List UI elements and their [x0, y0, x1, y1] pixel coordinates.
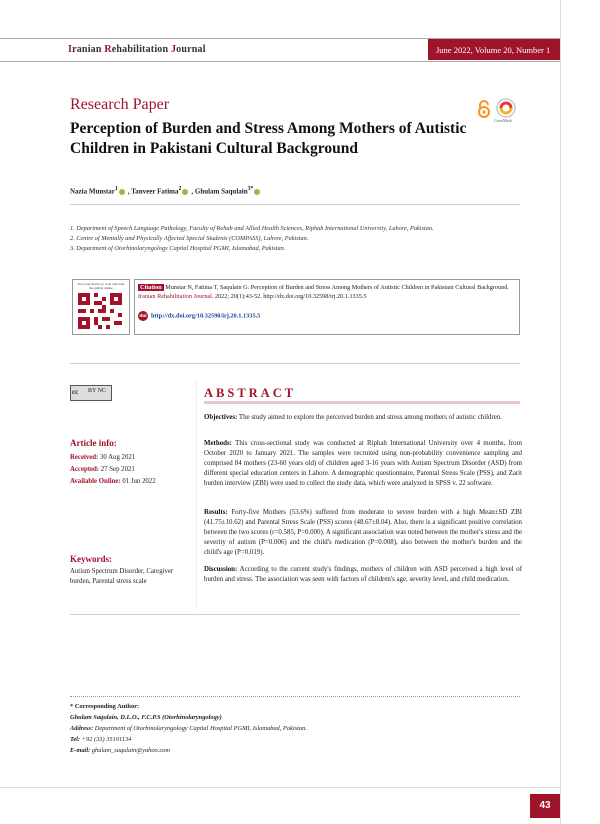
journal-name-cap-1: I [68, 44, 73, 55]
tel-label: Tel: [70, 736, 81, 743]
keywords-title: Keywords: [70, 554, 112, 564]
received-date [70, 454, 135, 461]
citation-volume: 2022; 20(1):43-52. http://dx.doi.org/10.32598/irj.20.1.1335.5 [214, 293, 367, 300]
abstract-objectives [204, 413, 522, 423]
author-list: Nazia Munstar$^1$ , Tanveer Fatima$^2$ , Ghulam Saqulain$^{3*}$ [70, 186, 263, 195]
issue-text: June 2022, Volume 20, Number 1 [436, 45, 551, 55]
journal-name-rest-2: ehabilitation [111, 44, 171, 55]
corresponding-address [70, 724, 520, 734]
open-access-icon [477, 100, 491, 118]
divider [70, 696, 520, 698]
crossmark-label: CrossMark [494, 118, 512, 123]
paper-title: Perception of Burden and Stress Among Mothers of Autistic Children in Pakistani Cultural Background [70, 120, 467, 157]
received-label: Received: [70, 454, 99, 461]
cc-by-nc-label: BY NC [88, 388, 106, 394]
abstract-discussion [204, 565, 522, 585]
online-label: Available Online: [70, 478, 121, 485]
accepted-date [70, 466, 135, 473]
methods-text: This cross-sectional study was conducted at Riphah International University over 4 months, from October 2020 to January 2021. The samples were recruited using non-probability convenience sampling and comprised 84 mothers (23-60 years old) of children aged 3-16 years with Autism Spectrum Disorder (ASD) from different special education centers in Lahore. A demographic questionnaire, Parental Stress Scale (PSS), and Zarit burden interview (ZBI) were used to collect the study data, which were analyzed in SPSS v. 22 software. [204, 440, 522, 487]
orcid-icon[interactable] [254, 189, 260, 195]
email-value[interactable]: ghulam_saqulain@yahoo.com [91, 747, 170, 754]
orcid-icon[interactable] [119, 189, 125, 195]
discussion-label: Discussion: [204, 566, 238, 573]
doi-link[interactable]: http://dx.doi.org/10.32598/irj.20.1.1335.5 [151, 312, 261, 320]
citation-authors-title: Munstar N, Fatima T, Saqulain G. Perception of Burden and Stress Among Mothers of Autistic Children in Pakistani Cultural Background. [165, 284, 509, 291]
journal-name [68, 44, 206, 55]
right-margin-rule [560, 0, 561, 824]
abstract-title: ABSTRACT [204, 386, 297, 400]
methods-label: Methods: [204, 440, 232, 447]
author-name: Ghulam Saqulain [194, 187, 248, 196]
results-text: Forty-five Mothers (53.6%) suffered from moderate to severe burden with a high Mean±SD ZBI (41.75±10.62) and Parental Stress Scale (PSS) scores (48.67±8.04). Also, there is a significant positive correlation between the two scores (r=0.585, P=0.000). A significant association was noted between the mother's stress and the severity of autism (P=0.006) and the child's medication (P=0.008), also between the mother's burden and the child's age (P=0.019). [204, 509, 522, 556]
email-label: E-mail: [70, 747, 91, 754]
corresponding-name: Ghulam Saqulain, D.L.O., F.C.P.S (Otorhinolaryngology) [70, 714, 222, 721]
orcid-icon[interactable] [182, 189, 188, 195]
footer-rule [0, 787, 560, 788]
received-value: 30 Aug 2021 [100, 454, 136, 461]
doi-icon: doi [139, 313, 147, 319]
corresponding-tel [70, 735, 520, 745]
tel-value: +92 (33) 35101134 [81, 736, 132, 743]
author-superscript: 1 [114, 186, 118, 192]
online-date [70, 478, 156, 485]
author-name: Tanveer Fatima [131, 187, 179, 196]
accepted-value: 27 Sep 2021 [100, 466, 135, 473]
crossmark-icon[interactable] [496, 98, 516, 118]
corresponding-email [70, 746, 520, 756]
paper-type: Research Paper [70, 96, 170, 113]
abstract-results [204, 508, 522, 558]
journal-name-rest-1: ranian [72, 44, 105, 55]
objectives-text: The study aimed to explore the perceived burden and stress among mothers of autistic children. [238, 414, 503, 421]
accepted-label: Accepted: [70, 466, 100, 473]
results-label: Results: [204, 509, 228, 516]
citation-journal: Iranian Rehabilitation Journal. [138, 293, 214, 300]
journal-name-cap-3: J [170, 44, 177, 55]
affiliation: 2. Centre of Mentally and Physically Affected Special Students (COMPASS), Lahore, Pakistan. [70, 235, 309, 242]
keywords-text: Autism Spectrum Disorder, Caregiver burden, Parental stress scale [70, 568, 174, 585]
affiliation: 1. Department of Speech Language Pathology, Faculty of Rehab and Allied Health Sciences, Riphah International University, Lahore, Pakistan. [70, 225, 434, 232]
divider [70, 204, 520, 205]
discussion-text: According to the current study's findings, mothers of children with ASD perceived a high level of burden and stress. The association was seen with factors of children's age, severity level, and child medication. [204, 566, 523, 583]
author-superscript: 2 [178, 186, 182, 192]
abstract-underline [204, 401, 520, 404]
address-label: Address: [70, 725, 94, 732]
author-name: Nazia Munstar [70, 187, 115, 196]
corresponding-heading: * Corresponding Author: [70, 703, 140, 710]
divider [70, 614, 520, 615]
article-info-title: Article info: [70, 438, 117, 448]
cc-icon: cc [72, 388, 79, 396]
citation-text [138, 283, 516, 301]
abstract-methods [204, 439, 522, 489]
citation-label: Citation [140, 284, 162, 291]
journal-name-cap-2: R [104, 44, 112, 55]
column-divider [196, 380, 197, 610]
affiliations [70, 224, 530, 254]
qr-code-icon[interactable] [78, 293, 122, 329]
journal-name-rest-3: ournal [176, 44, 206, 55]
author-superscript: 3* [247, 186, 254, 192]
address-value: Department of Otorhinolaryngology Capital Hospital PGMI, Islamabad, Pakistan. [94, 725, 307, 732]
objectives-label: Objectives: [204, 414, 238, 421]
online-value: 01 Jun 2022 [122, 478, 156, 485]
page-number: 43 [539, 800, 551, 811]
affiliation: 3. Department of Otorhinolaryngology Capital Hospital PGMI, Islamabad, Pakistan. [70, 245, 286, 252]
divider [70, 363, 520, 364]
qr-caption: Use your device to scan and read the article online [77, 282, 125, 290]
doi-line [138, 311, 260, 321]
